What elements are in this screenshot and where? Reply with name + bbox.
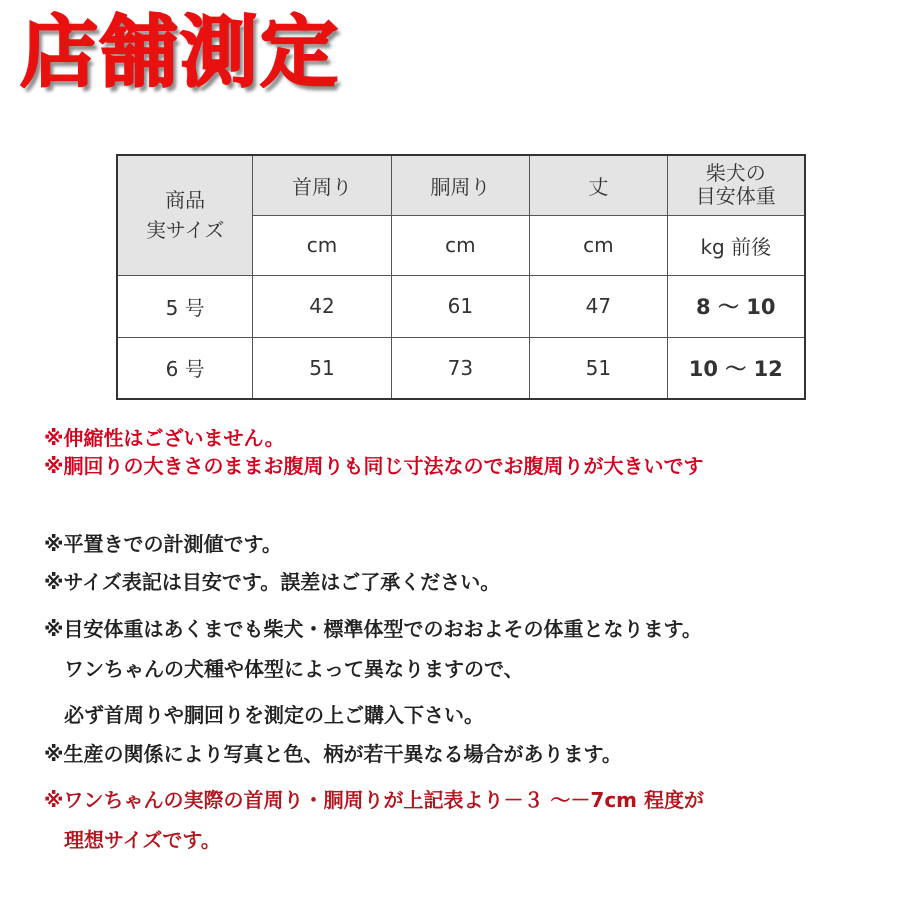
note-flat-measure: ※平置きでの計測値です。 [44, 532, 282, 556]
note-weight-guide: ※目安体重はあくまでも柴犬・標準体型でのおおよその体重となります。 [44, 617, 702, 641]
header-chest: 胴周り [391, 155, 529, 215]
header-weight-line1: 柴犬の [705, 161, 766, 186]
note-ideal-size: ※ワンちゃんの実際の首周り・胴周りが上記表より－３ ～－7cm 程度が [44, 788, 704, 812]
table-row [117, 275, 805, 337]
table-row [117, 337, 805, 399]
row-length: 51 [530, 337, 667, 399]
size-table [116, 154, 806, 400]
note-weight-guide-cont2: 必ず首周りや胴回りを測定の上ご購入下さい。 [44, 703, 484, 727]
table-header-row [117, 155, 805, 215]
note-belly-size: ※胴回りの大きさのままお腹周りも同じ寸法なのでお腹周りが大きいです [44, 454, 704, 478]
row-neck: 42 [253, 275, 391, 337]
row-weight: 8 ～ 10 [667, 275, 805, 337]
note-no-stretch: ※伸縮性はございません。 [44, 426, 285, 450]
unit-length: cm [530, 215, 667, 275]
header-product-size [117, 155, 253, 275]
unit-chest: cm [391, 215, 529, 275]
header-weight-line2: 目安体重 [695, 184, 776, 209]
row-neck: 51 [253, 337, 391, 399]
header-product-label: 商品 [165, 188, 206, 213]
note-ideal-size-cont: 理想サイズです。 [44, 828, 221, 852]
unit-neck: cm [253, 215, 391, 275]
page-title: 店舗測定 [20, 8, 341, 98]
note-weight-guide-cont1: ワンちゃんの犬種や体型によって異なりますので、 [44, 657, 524, 681]
row-length: 47 [530, 275, 667, 337]
note-size-approx: ※サイズ表記は目安です。誤差はご了承ください。 [44, 570, 501, 594]
header-actual-size-label: 実サイズ [145, 218, 225, 243]
row-chest: 61 [391, 275, 529, 337]
header-neck: 首周り [253, 155, 391, 215]
row-size: 5 号 [117, 275, 253, 337]
header-weight [667, 155, 805, 215]
row-size: 6 号 [117, 337, 253, 399]
note-production: ※生産の関係により写真と色、柄が若干異なる場合があります。 [44, 742, 622, 766]
unit-weight: kg 前後 [667, 215, 805, 275]
header-length: 丈 [530, 155, 667, 215]
row-weight: 10 ～ 12 [667, 337, 805, 399]
row-chest: 73 [391, 337, 529, 399]
